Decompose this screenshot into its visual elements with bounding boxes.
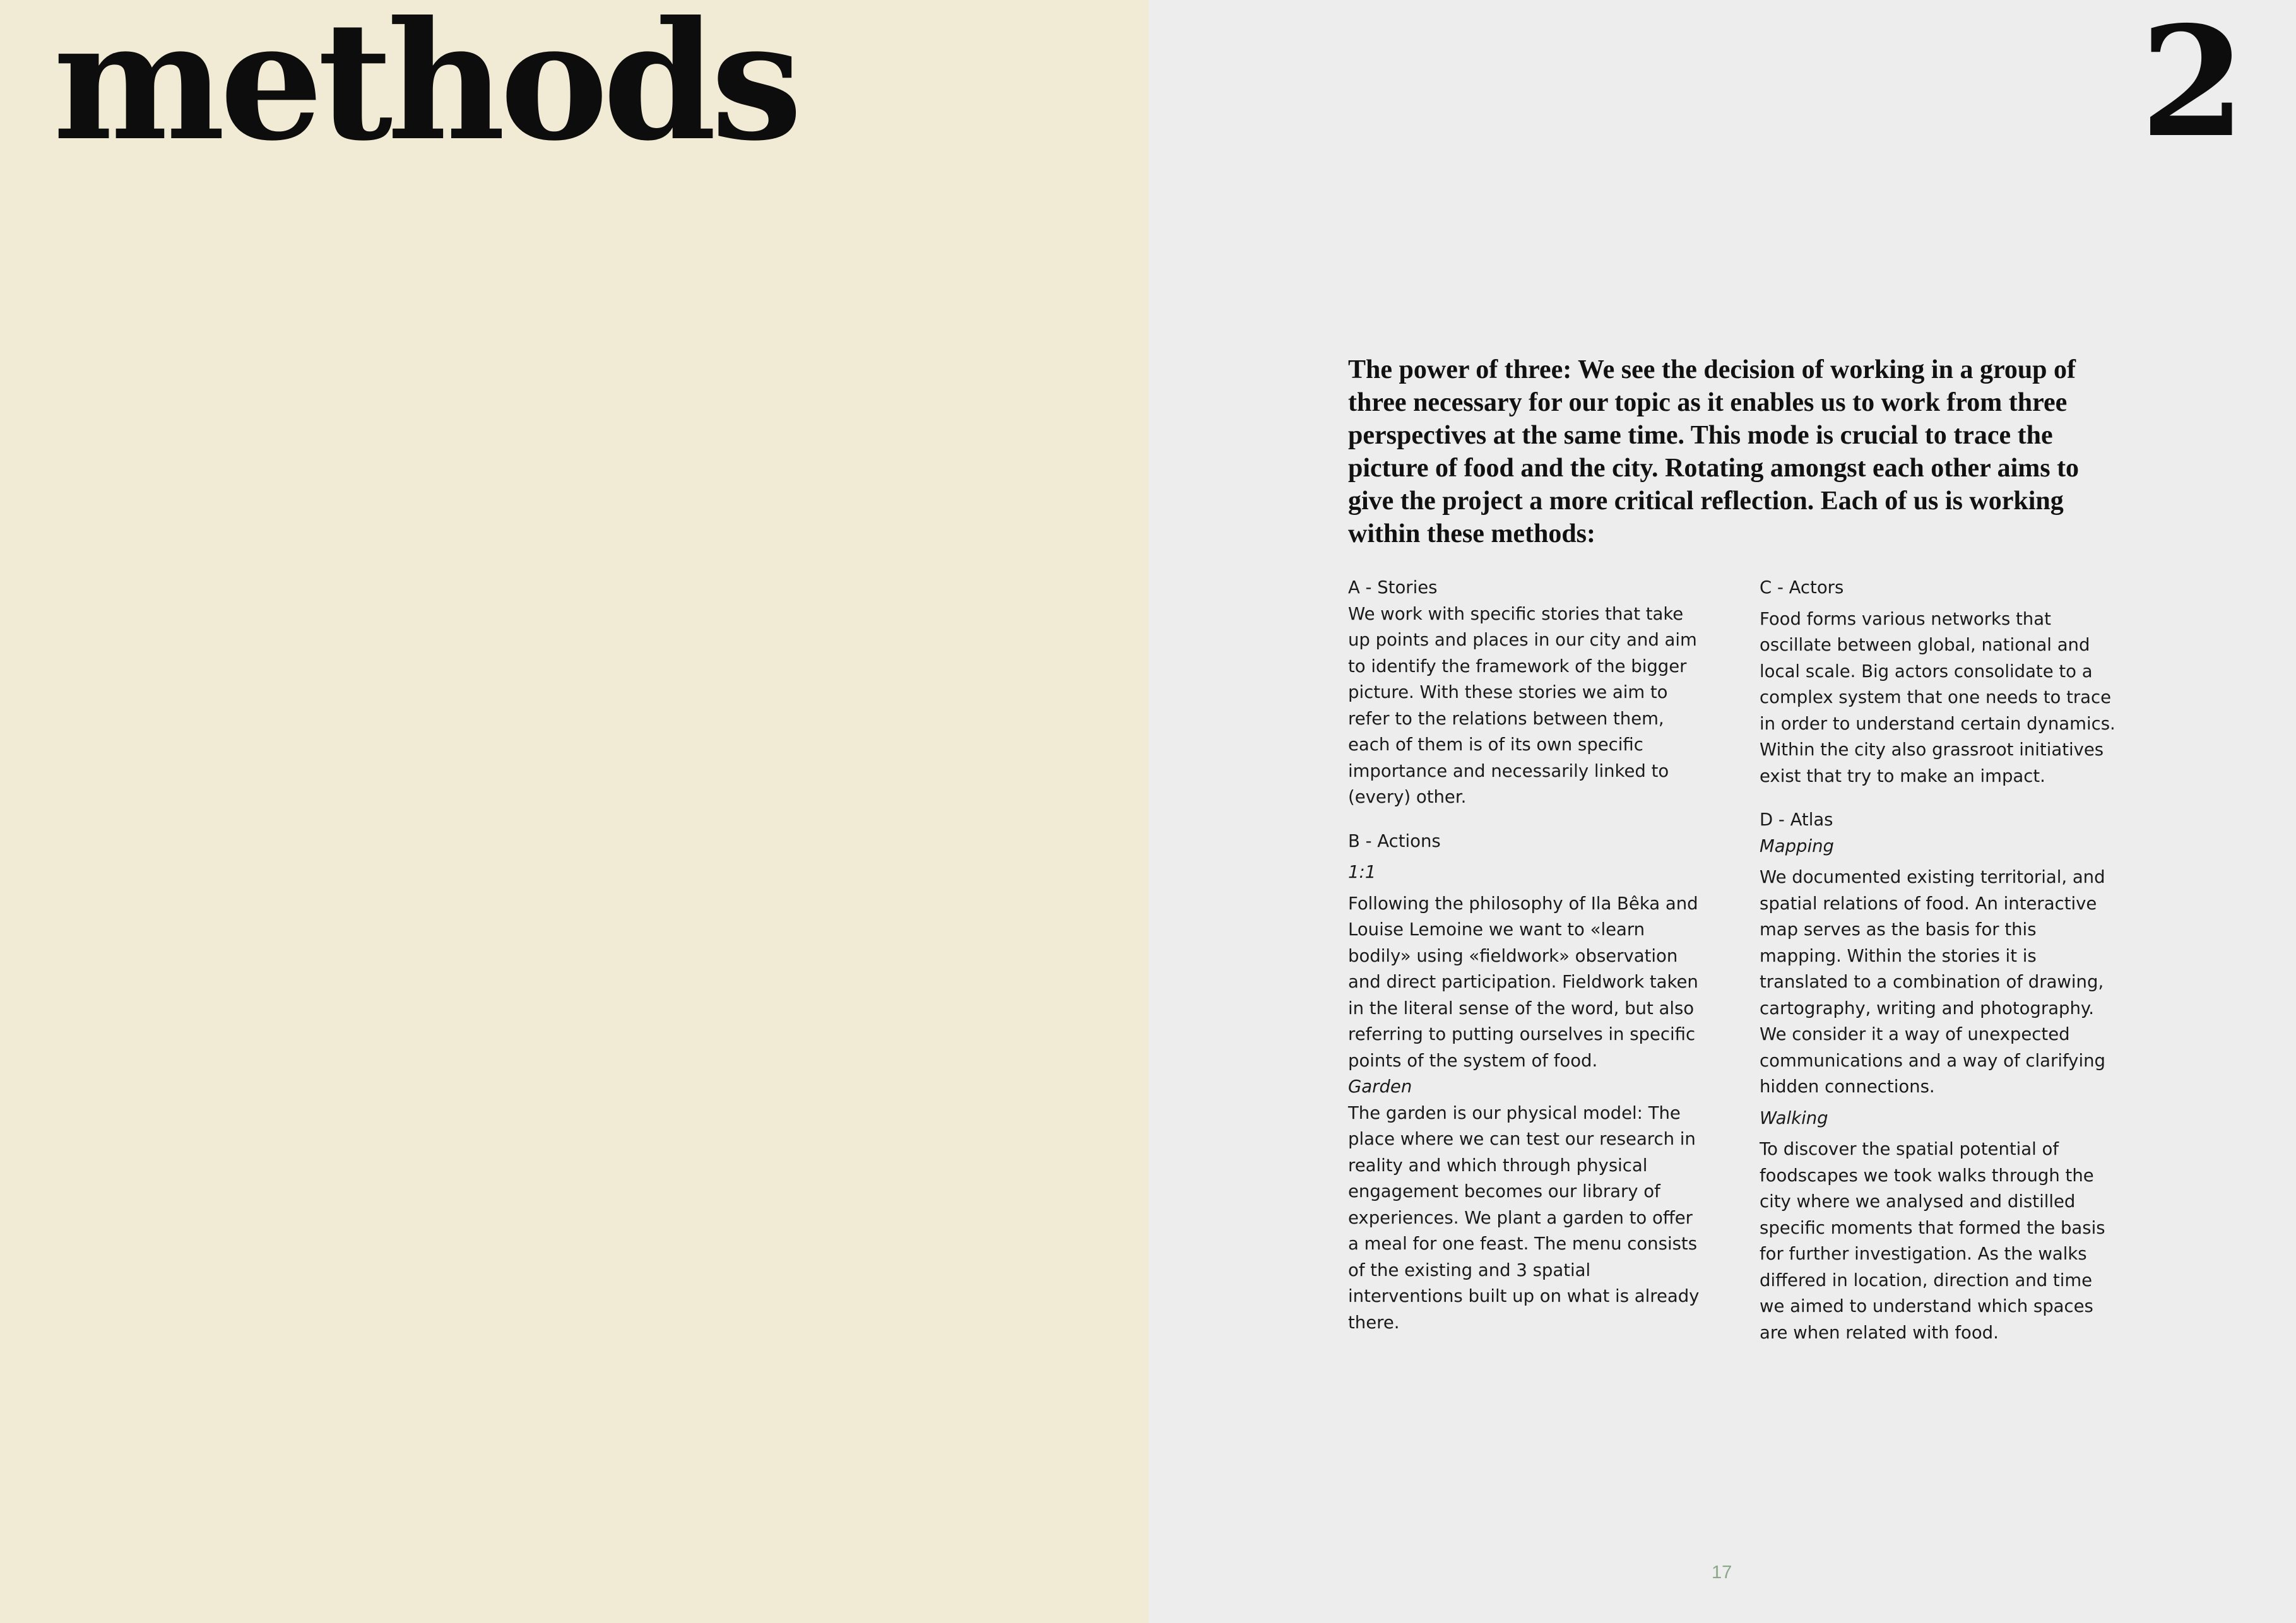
section-body: We work with specific stories that take up points and places in our city and aim to identify the framework of the bigger picture. With these stories we aim to refer to the relations between them, each of them is of its own specific importance and necessarily linked to (every) other. bbox=[1348, 603, 1697, 807]
section-actors bbox=[1760, 575, 2119, 789]
section-heading: B - Actions bbox=[1348, 830, 1441, 851]
section-body: We documented existing territorial, and spatial relations of food. An interactive map serves as the basis for this mapping. Within the stories it is translated to a combination of drawing, cartography, writing and photography. We consider it a way of unexpected communications and a way of clarifying hidden connections. bbox=[1760, 867, 2105, 1097]
chapter-number: 2 bbox=[2140, 0, 2246, 171]
subsection-heading: Garden bbox=[1348, 1077, 1412, 1097]
subsection-heading: 1:1 bbox=[1348, 862, 1376, 882]
section-body: Following the philosophy of Ila Bêka and Louise Lemoine we want to «learn bodily» using «fieldwork» observation and direct participation. Fieldwork taken in the literal sense of the word, but also referring to putting ourselves in specific points of the system of food. bbox=[1348, 893, 1698, 1071]
section-body: The garden is our physical model: The place where we can test our research in reality and which through physical engagement becomes our library of experiences. We plant a garden to offer a meal for one feast. The menu consists of the existing and 3 spatial interventions built up on what is already there. bbox=[1348, 1102, 1700, 1333]
right-page bbox=[1149, 0, 2296, 1623]
section-body: To discover the spatial potential of foodscapes we took walks through the city where we analysed and distilled specific moments that formed the basis for further investigation. As the walks differed in location, direction and time we aimed to understand which spaces are when related with food. bbox=[1760, 1139, 2105, 1343]
section-stories bbox=[1348, 575, 1701, 811]
section-heading: D - Atlas bbox=[1760, 810, 1833, 830]
methods-column-right bbox=[1760, 575, 2119, 1346]
subsection-heading: Walking bbox=[1760, 1107, 1828, 1128]
methods-column-left bbox=[1348, 575, 1701, 1336]
subsection-heading: Mapping bbox=[1760, 835, 1835, 856]
intro-paragraph: The power of three: We see the decision of working in a group of three necessary for our topic as it enables us to work from three perspectives at the same time. This mode is crucial to trace the picture of food and the city. Rotating amongst each other aims to give the project a more critical reflection. Each of us is working within these methods: bbox=[1348, 355, 2080, 548]
section-heading: C - Actors bbox=[1760, 577, 1844, 598]
section-atlas bbox=[1760, 807, 2119, 1346]
section-actions bbox=[1348, 829, 1701, 1337]
section-heading: A - Stories bbox=[1348, 577, 1438, 598]
chapter-title: methods bbox=[53, 0, 797, 177]
section-body: Food forms various networks that oscillate between global, national and local scale. Big actors consolidate to a complex system that one needs to trace in order to understand certain dynamics. Within the city also grassroot initiatives exist that try to make an impact. bbox=[1760, 608, 2116, 786]
page-number: 17 bbox=[1712, 1562, 1732, 1583]
